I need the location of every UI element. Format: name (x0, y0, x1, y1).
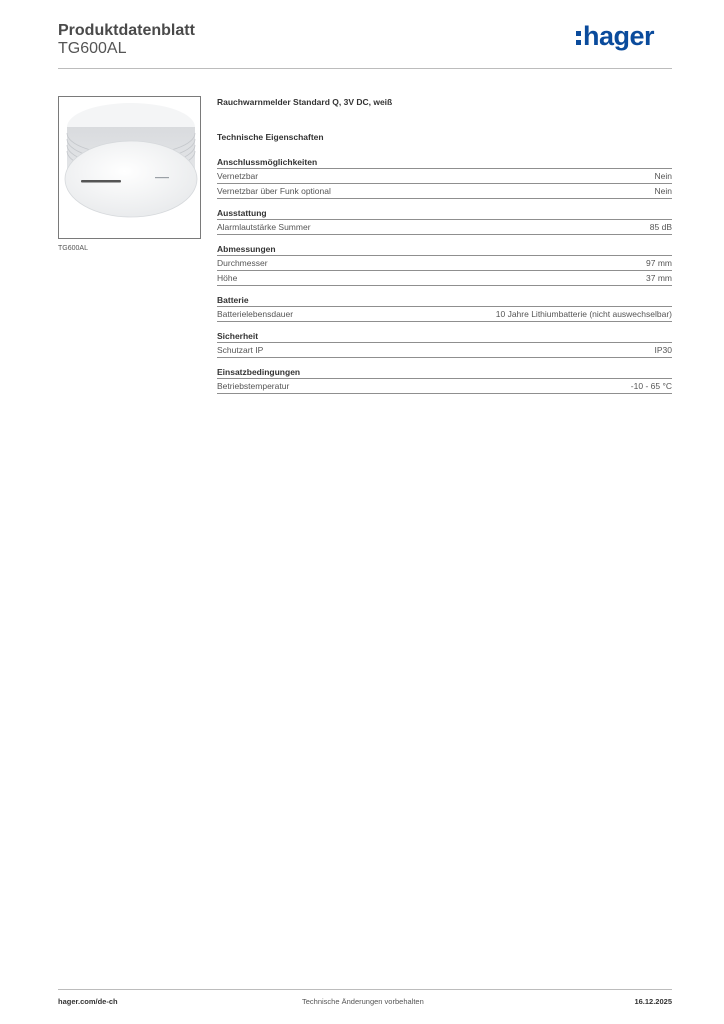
spec-row (217, 307, 672, 322)
spec-row (217, 256, 672, 271)
logo-colon-icon (576, 31, 581, 45)
spec-row (217, 220, 672, 235)
spec-value: 10 Jahre Lithiumbatterie (nicht auswechselbar) (495, 309, 672, 319)
footer-notice: Technische Änderungen vorbehalten (302, 997, 424, 1006)
spec-row (217, 271, 672, 286)
hager-logo (576, 20, 654, 52)
page-footer (58, 997, 672, 1011)
spec-value: 37 mm (646, 273, 672, 283)
smoke-detector-icon (59, 97, 201, 239)
section-title: Einsatzbedingungen (217, 367, 672, 379)
technical-properties-title: Technische Eigenschaften (217, 132, 324, 142)
spec-row (217, 379, 672, 394)
spec-section-equipment (217, 208, 672, 235)
section-title: Sicherheit (217, 331, 672, 343)
smoke-detector-image (58, 96, 201, 239)
spec-section-operating-conditions (217, 367, 672, 394)
logo-text: hager (582, 20, 654, 51)
image-caption: TG600AL (58, 245, 88, 252)
footer-website-link[interactable]: hager.com/de-ch (58, 997, 118, 1006)
footer-date: 16.12.2025 (634, 997, 672, 1006)
spec-label: Vernetzbar über Funk optional (217, 186, 331, 196)
spec-section-battery (217, 295, 672, 322)
section-title: Batterie (217, 295, 672, 307)
section-title: Ausstattung (217, 208, 672, 220)
spec-value: 85 dB (649, 222, 672, 232)
page-header (58, 20, 672, 70)
footer-divider (58, 989, 672, 990)
spec-value: Nein (654, 186, 672, 196)
spec-label: Schutzart IP (217, 345, 264, 355)
document-title: Produktdatenblatt (58, 22, 195, 39)
spec-row (217, 343, 672, 358)
section-title: Abmessungen (217, 244, 672, 256)
spec-label: Alarmlautstärke Summer (217, 222, 311, 232)
product-code: TG600AL (58, 40, 127, 57)
spec-label: Vernetzbar (217, 171, 259, 181)
spec-value: IP30 (654, 345, 672, 355)
spec-row (217, 169, 672, 184)
product-description: Rauchwarnmelder Standard Q, 3V DC, weiß (217, 97, 393, 107)
header-divider (58, 68, 672, 69)
spec-value: 97 mm (646, 258, 672, 268)
spec-value: Nein (654, 171, 672, 181)
product-specs (217, 96, 672, 403)
spec-label: Betriebstemperatur (217, 381, 290, 391)
section-title: Anschlussmöglichkeiten (217, 157, 672, 169)
spec-section-safety (217, 331, 672, 358)
spec-value: -10 - 65 °C (630, 381, 672, 391)
spec-label: Batterielebensdauer (217, 309, 294, 319)
spec-label: Durchmesser (217, 258, 268, 268)
spec-label: Höhe (217, 273, 238, 283)
spec-section-dimensions (217, 244, 672, 286)
spec-section-connections (217, 157, 672, 199)
spec-row (217, 184, 672, 199)
